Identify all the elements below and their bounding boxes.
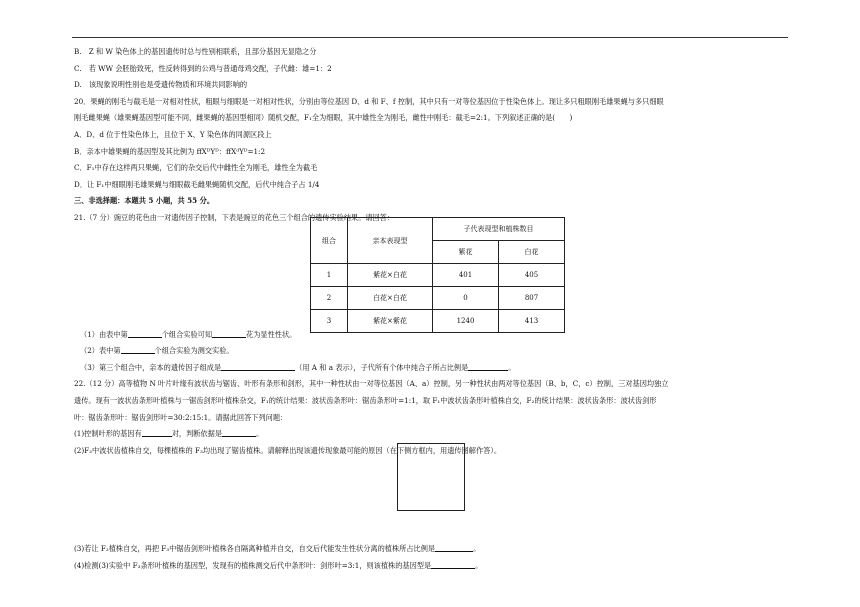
q21-sub3-text-c: 。 bbox=[508, 362, 516, 372]
q22-sub1 bbox=[74, 426, 786, 443]
q20-option-a: A．D、d 位于性染色体上，且位于 X、Y 染色体的同源区段上 bbox=[74, 129, 272, 139]
answer-blank[interactable] bbox=[468, 361, 508, 371]
q21-sub1-text-b: 个组合实验可知 bbox=[161, 329, 213, 339]
q22-sub4 bbox=[74, 558, 786, 575]
q20-option-d: D．让 F₁中细眼刚毛雄果蝇与细眼截毛雌果蝇随机交配，后代中纯合子占 1/4 bbox=[74, 179, 320, 189]
section-heading: 三、非选择题：本题共 5 小题，共 55 分。 bbox=[74, 196, 215, 206]
q21-sub2-text-b: 个组合实验为测交实验。 bbox=[154, 346, 234, 356]
q20-stem-line1: 20．果蝇的刚毛与截毛是一对相对性状，粗眼与细眼是一对相对性状，分别由等位基因 D、d 和 F、f 控制，其中只有一对等位基因位于性染色体上。现让多只粗眼刚毛雄果蝇与多只细眼 bbox=[74, 96, 664, 106]
cell-group: 3 bbox=[311, 310, 348, 333]
cell-group: 2 bbox=[311, 287, 348, 310]
q21-sub2 bbox=[74, 343, 786, 360]
answer-blank[interactable] bbox=[121, 344, 155, 354]
q22-sub2: (2)F₂中波状齿植株自交，每棵植株的 F₃均出现了锯齿植株。请解释出现该遗传现象最可能的原因（在下侧方框内，用遗传图解作答）。 bbox=[74, 445, 502, 455]
q22-sub1-text-c: 。 bbox=[256, 429, 264, 439]
header-rule bbox=[72, 37, 788, 38]
q22-stem-line3: 叶：锯齿条形叶：锯齿剑形叶=30:2:15:1。请据此回答下列问题： bbox=[74, 412, 288, 422]
answer-blank[interactable] bbox=[128, 328, 162, 338]
q19-option-b: B. Z 和 W 染色体上的基因遗传时总与性别相联系，且部分基因无显隐之分 bbox=[74, 47, 317, 56]
q22-sub1-text-a: (1)控制叶形的基因有 bbox=[74, 429, 142, 439]
answer-blank[interactable] bbox=[435, 542, 473, 552]
q21-sub3 bbox=[74, 360, 786, 377]
genetic-diagram-answer-box[interactable] bbox=[397, 443, 465, 511]
header-offspring: 子代表现型和植株数目 bbox=[433, 218, 565, 241]
answer-blank[interactable] bbox=[431, 559, 475, 569]
cell-white: 405 bbox=[499, 264, 565, 287]
q21-sub3-text-b: （用 A 和 a 表示），子代所有个体中纯合子所占比例是 bbox=[295, 362, 469, 372]
q21-sub1-text-c: 花为显性性状。 bbox=[246, 329, 297, 339]
header-white: 白花 bbox=[499, 241, 565, 264]
genetics-results-table bbox=[310, 217, 565, 333]
cell-parents: 紫花×紫花 bbox=[348, 310, 433, 333]
cell-purple: 1240 bbox=[433, 310, 499, 333]
q22-stem-line2: 遗传。现有一波状齿条形叶植株与一锯齿剑形叶植株杂交，F₁的统计结果：波状齿条形叶：锯齿条形叶=1:1，取 F₁中波状齿条形叶植株自交，F₂的统计结果：波状齿条形：波状齿剑形 bbox=[74, 395, 657, 405]
header-group: 组合 bbox=[311, 218, 348, 264]
table-row bbox=[311, 310, 565, 333]
q22-sub3 bbox=[74, 541, 786, 558]
q20-option-b: B．亲本中雄果蝇的基因型及其比例为 ffXᴰYᴰ：ffXᵈYᴰ=1:2 bbox=[74, 146, 266, 156]
q19-option-d: D. 该现象说明性别也是受遗传物质和环境共同影响的 bbox=[74, 80, 248, 90]
answer-blank[interactable] bbox=[221, 361, 295, 371]
q22-sub1-text-b: 对，判断依据是 bbox=[171, 429, 223, 439]
answer-blank[interactable] bbox=[212, 328, 246, 338]
q22-sub3-text-a: (3)若让 F₂植株自交，再把 F₃中锯齿剑形叶植株各自隔离种植并自交，自交后代能发生性状分离的植株所占比例是 bbox=[74, 544, 436, 554]
header-purple: 紫花 bbox=[433, 241, 499, 264]
cell-white: 807 bbox=[499, 287, 565, 310]
q21-sub1-text-a: （1）由表中第 bbox=[80, 329, 128, 339]
q22-sub3-text-b: 。 bbox=[473, 544, 481, 554]
q21-sub2-text-a: （2）表中第 bbox=[80, 346, 121, 356]
q22-stem-line1: 22.（12 分）高等植物 N 叶片叶缘有波状齿与锯齿、叶形有条形和剑形，其中一种性状由一对等位基因（A、a）控制，另一种性状由两对等位基因（B、b，C，c）控制，三对基因均独立 bbox=[74, 379, 669, 389]
cell-group: 1 bbox=[311, 264, 348, 287]
q22-sub4-text-a: (4)检测(3)实验中 F₃条形叶植株的基因型，发现有的植株测交后代中条形叶：剑形叶=3:1，则该植株的基因型是 bbox=[74, 560, 432, 570]
q20-stem-line2: 刚毛雌果蝇（雄果蝇基因型可能不同，雌果蝇的基因型相同）随机交配，F₁全为细眼，其中雄性全为刚毛，雌性中刚毛：截毛=2:1。下列叙述正确的是( ) bbox=[74, 113, 573, 123]
table-row bbox=[311, 264, 565, 287]
header-parents: 亲本表现型 bbox=[348, 218, 433, 264]
answer-blank[interactable] bbox=[142, 427, 172, 437]
q21-sub3-text-a: （3）第三个组合中，亲本的遗传因子组成是 bbox=[80, 362, 222, 372]
cell-white: 413 bbox=[499, 310, 565, 333]
q20-option-c: C．F₁中存在这样两只果蝇，它们的杂交后代中雌性全为刚毛，雄性全为截毛 bbox=[74, 163, 318, 173]
q19-option-c: C. 若 WW 会胚胎致死，性反转得到的公鸡与普通母鸡交配，子代雌：雄=1：2 bbox=[74, 63, 332, 73]
cell-parents: 紫花×白花 bbox=[348, 264, 433, 287]
cell-purple: 401 bbox=[433, 264, 499, 287]
answer-blank[interactable] bbox=[222, 427, 256, 437]
q21-stem: 21.（7 分）豌豆的花色由一对遗传因子控制，下表是豌豆的花色三个组合的遗传实验结果。请回答： bbox=[74, 212, 395, 222]
cell-purple: 0 bbox=[433, 287, 499, 310]
cell-parents: 白花×白花 bbox=[348, 287, 433, 310]
q22-sub4-text-b: 。 bbox=[475, 560, 483, 570]
table-row bbox=[311, 287, 565, 310]
